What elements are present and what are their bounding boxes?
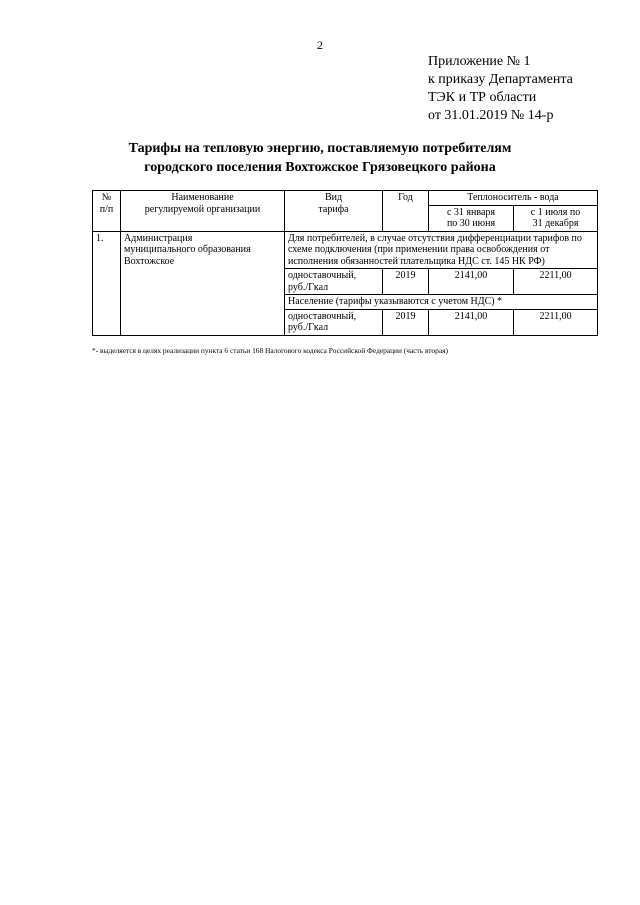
rate-year: 2019 bbox=[383, 269, 429, 295]
title-line: Тарифы на тепловую энергию, поставляемую потребителям bbox=[128, 141, 512, 156]
rate-year: 2019 bbox=[383, 309, 429, 335]
appendix-line: от 31.01.2019 № 14-р bbox=[428, 108, 554, 123]
page-number: 2 bbox=[317, 38, 323, 52]
header-organization: Наименование регулируемой организации bbox=[121, 191, 285, 232]
section-population: Население (тарифы указываются с учетом НДС) * bbox=[285, 295, 598, 310]
rate-type: одноставочный, руб./Гкал bbox=[285, 309, 383, 335]
tariff-table bbox=[92, 190, 598, 336]
row-organization: Администрация муниципального образования Вохтожское bbox=[121, 231, 285, 335]
rate-value-period-1: 2141,00 bbox=[429, 269, 514, 295]
rate-value-period-2: 2211,00 bbox=[514, 269, 598, 295]
appendix-line: к приказу Департамента bbox=[428, 72, 573, 87]
section-consumers: Для потребителей, в случае отсутствия дифференциации тарифов по схеме подключения (при применении права освобождения от исполнения обязанностей плательщика НДС ст. 145 НК РФ) bbox=[285, 231, 598, 269]
header-period-1: с 31 января по 30 июня bbox=[429, 205, 514, 231]
table-header-row bbox=[93, 191, 598, 206]
header-period-2: с 1 июля по 31 декабря bbox=[514, 205, 598, 231]
document-title bbox=[0, 139, 640, 177]
footnote: *- выделяется в целях реализации пункта 6 статьи 168 Налогового кодекса Российской Федерации (часть вторая) bbox=[92, 346, 448, 355]
rate-type: одноставочный, руб./Гкал bbox=[285, 269, 383, 295]
appendix-block bbox=[428, 53, 628, 125]
header-heat-carrier: Теплоноситель - вода bbox=[429, 191, 598, 206]
header-year: Год bbox=[383, 191, 429, 232]
rate-value-period-1: 2141,00 bbox=[429, 309, 514, 335]
table-row bbox=[93, 231, 598, 269]
rate-value-period-2: 2211,00 bbox=[514, 309, 598, 335]
row-number: 1. bbox=[93, 231, 121, 335]
appendix-line: Приложение № 1 bbox=[428, 54, 531, 69]
appendix-line: ТЭК и ТР области bbox=[428, 90, 537, 105]
title-line: городского поселения Вохтожское Грязовецкого района bbox=[144, 160, 496, 175]
header-tariff-type: Вид тарифа bbox=[285, 191, 383, 232]
header-number: № п/п bbox=[93, 191, 121, 232]
